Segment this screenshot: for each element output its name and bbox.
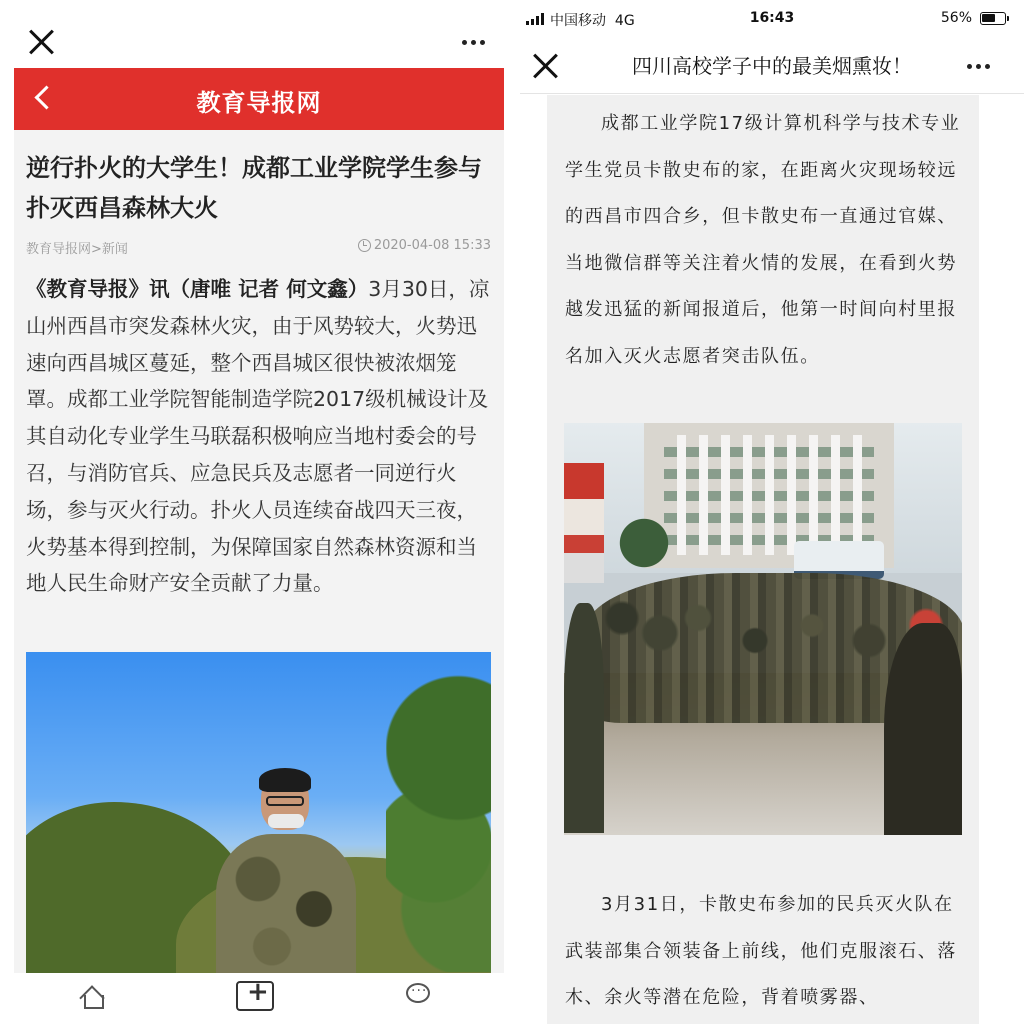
news-page	[14, 68, 504, 973]
tab-comment[interactable]	[234, 979, 274, 1015]
site-title: 教育导报网	[196, 89, 322, 117]
article-datetime: 2020-04-08 15:33	[373, 238, 491, 253]
status-time: 16:43	[749, 10, 795, 26]
comment-add-icon	[236, 981, 274, 1011]
close-icon[interactable]	[28, 28, 56, 56]
more-icon[interactable]	[967, 64, 990, 69]
article-paragraph: 3月31日，卡散史布参加的民兵灭火队在武装部集合领装备上前线，他们克服滚石、落木、余火等潜在危险，背着喷雾器、	[565, 894, 957, 1008]
article-title: 四川高校学子中的最美烟熏妆！	[632, 54, 912, 78]
article-source[interactable]: 教育导报网>新闻	[26, 242, 128, 257]
status-network: 4G	[614, 13, 635, 29]
article-nav-bar	[520, 38, 1024, 94]
article-lead: 《教育导报》讯（唐唯 记者 何文鑫）	[26, 277, 369, 301]
article-paragraph: 成都工业学院17级计算机科学与技术专业学生党员卡散史布的家，在距离火灾现场较远的西昌市四合乡，但卡散史布一直通过官媒、当地微信群等关注着火情的发展，在看到火势越发迅猛的新闻报道后，他第一时间向村里报名加入灭火志愿者突击队伍。	[565, 113, 961, 367]
status-carrier: 中国移动 4G	[550, 13, 635, 29]
article-headline: 逆行扑火的大学生！成都工业学院学生参与扑灭西昌森林大火	[26, 154, 482, 222]
more-icon[interactable]	[462, 40, 485, 45]
article-body-text: 3月30日，凉山州西昌市突发森林火灾，由于风势较大，火势迅速向西昌城区蔓延，整个西昌城区很快被浓烟笼罩。成都工业学院智能制造学院2017级机械设计及其自动化专业学生马联磊积极响应当地村委会的号召，与消防官兵、应急民兵及志愿者一同逆行火场，参与灭火行动。扑火人员连续奋战四天三夜，火势基本得到控制，为保障国家自然森林资源和当地人民生命财产安全贡献了力量。	[26, 277, 490, 596]
student-figure	[216, 772, 356, 973]
article-photo-student	[26, 652, 491, 973]
clock-icon	[358, 239, 371, 252]
home-icon	[80, 985, 104, 1005]
bottom-tab-bar	[0, 973, 516, 1024]
site-header	[14, 68, 504, 130]
battery-icon	[980, 12, 1006, 25]
tab-home[interactable]	[72, 979, 112, 1015]
status-battery-text: 56%	[940, 10, 972, 26]
right-screenshot	[520, 0, 1024, 1024]
article-time	[358, 238, 491, 253]
article-content	[547, 95, 979, 1024]
left-top-bar	[0, 0, 516, 68]
article-photo-militia	[564, 423, 962, 835]
status-bar	[520, 0, 1024, 38]
tab-chat[interactable]	[398, 979, 438, 1015]
article-body	[26, 271, 491, 602]
chat-icon	[406, 983, 430, 1003]
